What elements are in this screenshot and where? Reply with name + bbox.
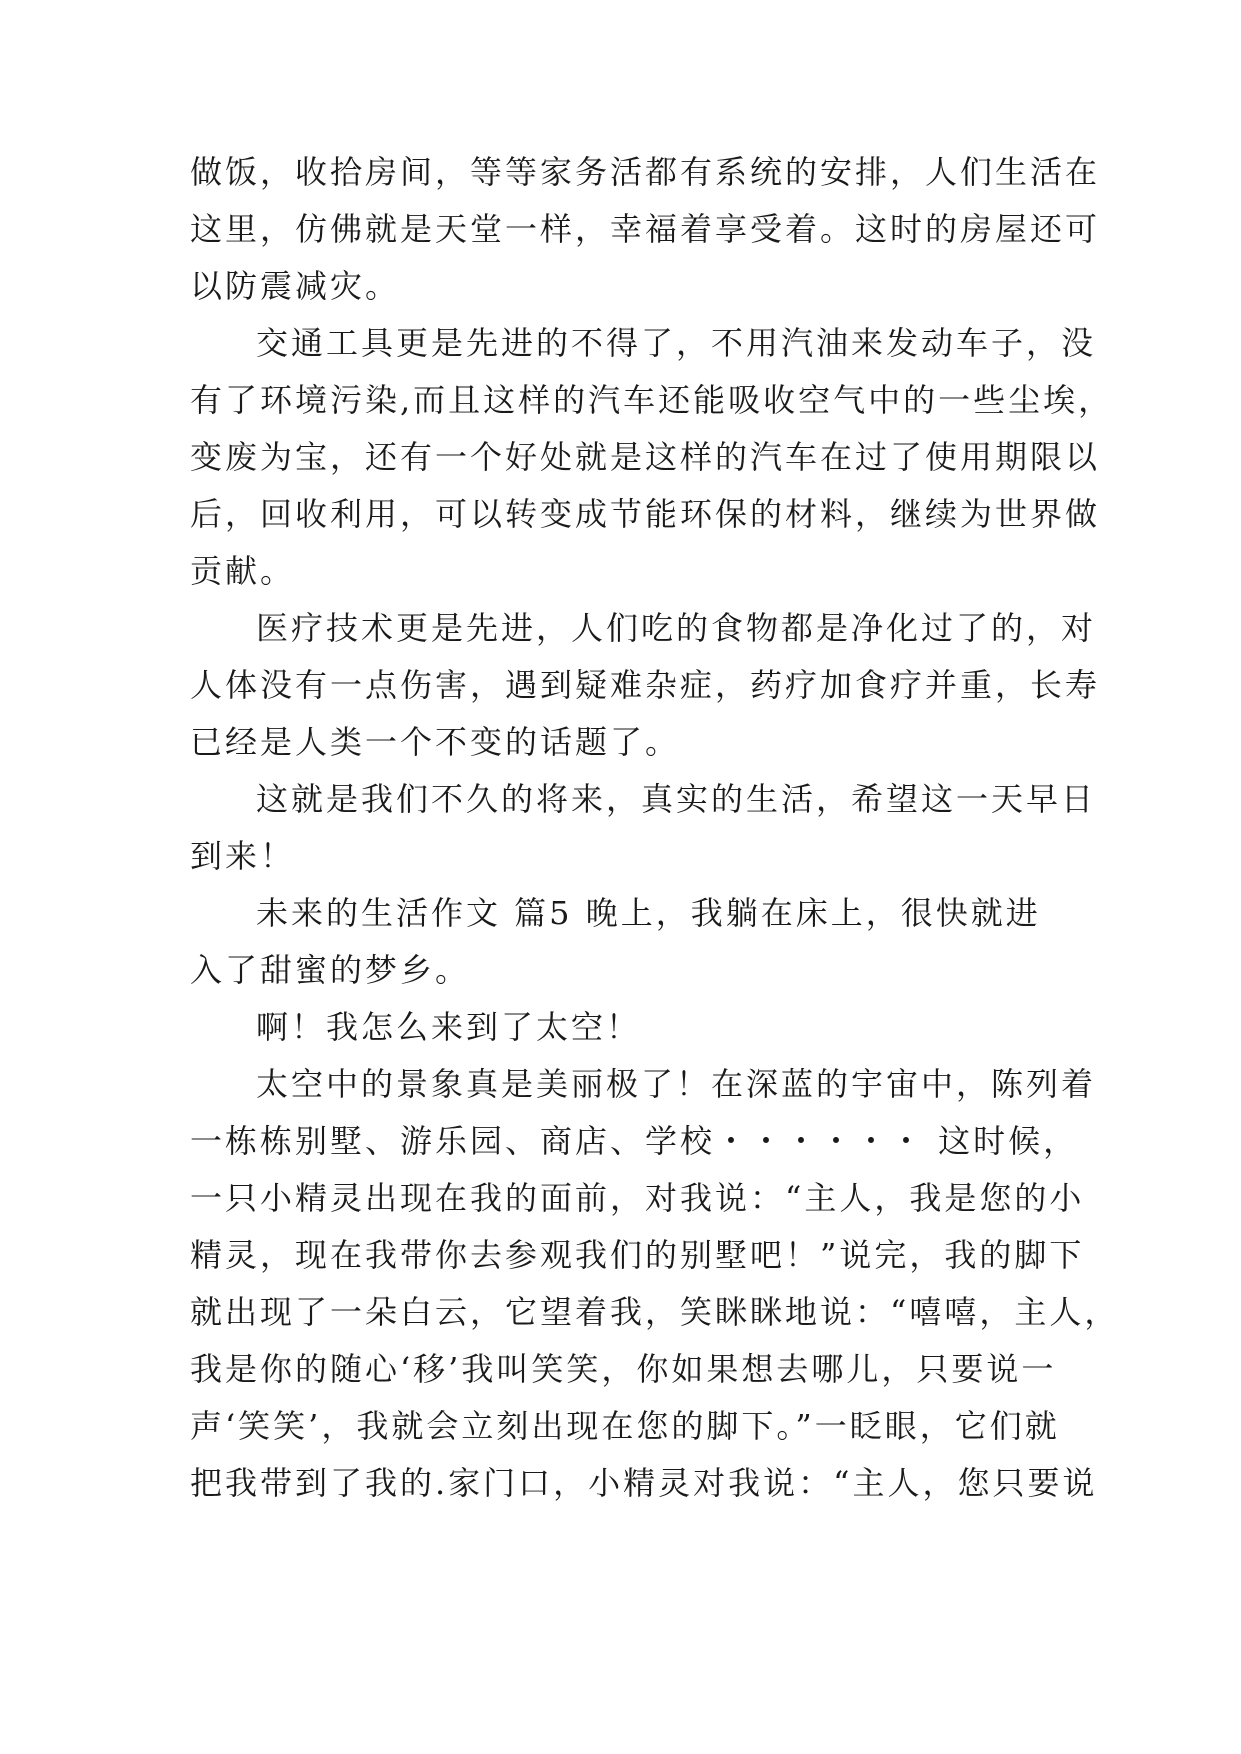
text-line: 一栋栋别墅、游乐园、商店、学校・・・・・・ 这时候，	[190, 1122, 1079, 1160]
text-line: 啊！我怎么来到了太空！	[256, 1008, 642, 1046]
text-line: 我是你的随心‘移’我叫笑笑，你如果想去哪儿，只要说一	[190, 1350, 1057, 1388]
text-line: 交通工具更是先进的不得了，不用汽油来发动车子，没	[256, 324, 1097, 362]
text-line: 以防震减灾。	[190, 267, 401, 305]
text-line: 有了环境污染,而且这样的汽车还能吸收空气中的一些尘埃，	[190, 381, 1114, 419]
text-line: 这里，仿佛就是天堂一样，幸福着享受着。这时的房屋还可	[190, 210, 1101, 248]
text-line: 就出现了一朵白云，它望着我，笑眯眯地说：“嘻嘻，主人，	[190, 1293, 1120, 1331]
text-line: 未来的生活作文 篇5 晚上，我躺在床上，很快就进	[256, 894, 1041, 932]
text-line: 贡献。	[190, 552, 296, 590]
text-line: 一只小精灵出现在我的面前，对我说：“主人，我是您的小	[190, 1179, 1085, 1217]
text-line: 人体没有一点伤害，遇到疑难杂症，药疗加食疗并重，长寿	[190, 666, 1101, 704]
text-line: 把我带到了我的.家门口，小精灵对我说：“主人，您只要说	[190, 1464, 1098, 1502]
text-line: 做饭，收拾房间，等等家务活都有系统的安排，人们生活在	[190, 153, 1101, 191]
text-line: 精灵，现在我带你去参观我们的别墅吧！”说完，我的脚下	[190, 1236, 1085, 1274]
text-line: 入了甜蜜的梦乡。	[190, 951, 471, 989]
essay-body	[190, 152, 1120, 1520]
text-line: 已经是人类一个不变的话题了。	[190, 723, 681, 761]
text-line: 医疗技术更是先进，人们吃的食物都是净化过了的，对	[256, 609, 1097, 647]
text-line: 变废为宝，还有一个好处就是这样的汽车在过了使用期限以	[190, 438, 1101, 476]
text-line: 后，回收利用，可以转变成节能环保的材料，继续为世界做	[190, 495, 1101, 533]
text-line: 这就是我们不久的将来，真实的生活，希望这一天早日	[256, 780, 1097, 818]
text-line: 太空中的景象真是美丽极了！在深蓝的宇宙中，陈列着	[256, 1065, 1097, 1103]
text-line: 声‘笑笑’，我就会立刻出现在您的脚下。”一眨眼，它们就	[190, 1407, 1060, 1445]
text-line: 到来！	[190, 837, 296, 875]
